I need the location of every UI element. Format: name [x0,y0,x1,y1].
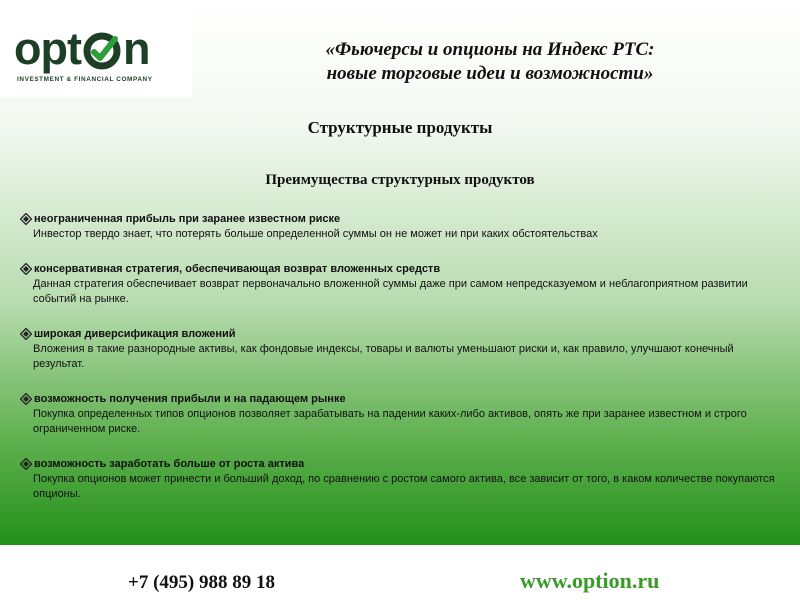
list-item-text: Вложения в такие разнородные активы, как фондовые индексы, товары и валюты уменьшают риски и, как правило, улучшают конечный результат. [33,343,734,370]
website-link[interactable]: www.option.ru [520,568,660,593]
list-item [20,392,780,437]
list-item [20,327,780,372]
list-item-text: Покупка опционов может принести и больший доход, по сравнению с ростом самого актива, все зависит от того, в каком количестве покупаются опционы. [33,473,775,500]
list-item-text: Инвестор твердо знает, что потерять больше определенной суммы он не может ни при каких обстоятельствах [33,228,598,240]
list-item-heading: широкая диверсификация вложений [34,328,236,340]
list-item-heading: возможность получения прибыли и на падающем рынке [34,393,346,405]
list-item-text: Покупка определенных типов опционов позволяет зарабатывать на падении каких-либо активов, опять же при заранее известном и строго ограниченном риске. [33,408,747,435]
section-subtitle: Преимущества структурных продуктов [265,172,535,188]
logo-check-circle-icon [82,31,122,71]
list-item-text: Данная стратегия обеспечивает возврат первоначально вложенной суммы даже при самом непредсказуемом и неблагоприятном развитии событий на рынке. [33,278,748,305]
diamond-bullet-icon [20,263,32,275]
page-title-line-1: «Фьючерсы и опционы на Индекс РТС: [325,39,655,60]
list-item [20,457,780,502]
list-item [20,262,780,307]
logo-text-prefix: opt [14,23,81,74]
page-title-line-2: новые торговые идеи и возможности» [326,63,654,84]
logo-wordmark [14,23,150,74]
diamond-bullet-icon [20,213,32,225]
footer [0,545,800,600]
diamond-bullet-icon [20,393,32,405]
logo-tagline: INVESTMENT & FINANCIAL COMPANY [17,76,153,83]
logo-text-suffix: n [122,23,150,74]
list-item-heading: консервативная стратегия, обеспечивающая возврат вложенных средств [34,263,441,275]
diamond-bullet-icon [20,458,32,470]
section-title: Структурные продукты [307,118,493,137]
list-item [20,212,780,242]
contact-phone: +7 (495) 988 89 18 [128,572,275,593]
list-item-heading: возможность заработать больше от роста актива [34,458,305,470]
list-item-heading: неограниченная прибыль при заранее известном риске [34,213,341,225]
page-title [230,38,750,86]
diamond-bullet-icon [20,328,32,340]
company-logo [0,0,192,97]
advantages-list [20,212,780,522]
